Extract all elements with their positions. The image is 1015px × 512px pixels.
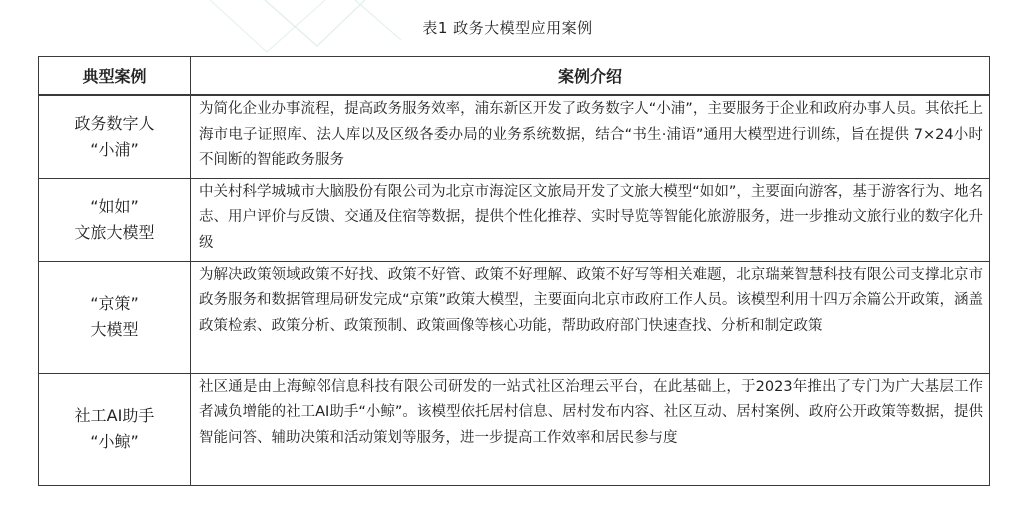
case-name-cell xyxy=(39,261,191,373)
table-row xyxy=(39,373,990,485)
table-row xyxy=(39,178,990,261)
case-description: 社区通是由上海鲸邻信息科技有限公司研发的一站式社区治理云平台，在此基础上，于2023年推出了专门为广大基层工作者减负增能的社工AI助手“小鲸”。该模型依托居村信息、居村发布内容、社区互动、居村案例、政府公开政策等数据，提供智能问答、辅助决策和活动策划等服务，进一步提高工作效率和居民参与度 xyxy=(191,373,990,485)
case-name-line: “如如” xyxy=(90,196,139,216)
header-case-intro: 案例介绍 xyxy=(191,57,990,96)
case-name-line: 政务数字人 xyxy=(74,113,155,133)
case-name-cell xyxy=(39,95,191,178)
case-description: 中关村科学城城市大脑股份有限公司为北京市海淀区文旅局开发了文旅大模型“如如”，主要面向游客，基于游客行为、地名志、用户评价与反馈、交通及住宿等数据，提供个性化推荐、实时导览等智能化旅游服务，进一步推动文旅行业的数字化升级 xyxy=(191,178,990,261)
case-name-line: 大模型 xyxy=(90,320,139,339)
case-name-cell xyxy=(39,178,191,261)
case-name-line: 文旅大模型 xyxy=(74,222,155,242)
table-row xyxy=(39,261,990,373)
table-caption: 表1 政务大模型应用案例 xyxy=(422,19,593,37)
table-row xyxy=(39,95,990,178)
case-name-line: “小浦” xyxy=(90,139,139,159)
header-typical-case: 典型案例 xyxy=(39,57,191,96)
case-description: 为简化企业办事流程，提高政务服务效率，浦东新区开发了政务数字人“小浦”，主要服务于企业和政府办事人员。其依托上海市电子证照库、法人库以及区级各委办局的业务系统数据，结合“书生·浦语”通用大模型进行训练，旨在提供 7×24小时不间断的智能政务服务 xyxy=(191,95,990,178)
case-name-line: 社工AI助手 xyxy=(74,406,155,425)
case-name-cell xyxy=(39,373,191,485)
case-name-line: “小鲸” xyxy=(90,432,139,451)
case-table xyxy=(38,56,990,486)
case-description: 为解决政策领域政策不好找、政策不好管、政策不好理解、政策不好写等相关难题，北京瑞莱智慧科技有限公司支撑北京市政务服务和数据管理局研发完成“京策”政策大模型，主要面向北京市政府工作人员。该模型利用十四万余篇公开政策，涵盖政策检索、政策分析、政策预制、政策画像等核心功能，帮助政府部门快速查找、分析和制定政策 xyxy=(191,261,990,373)
case-name-line: “京策” xyxy=(90,294,139,313)
table-header-row xyxy=(39,57,990,96)
